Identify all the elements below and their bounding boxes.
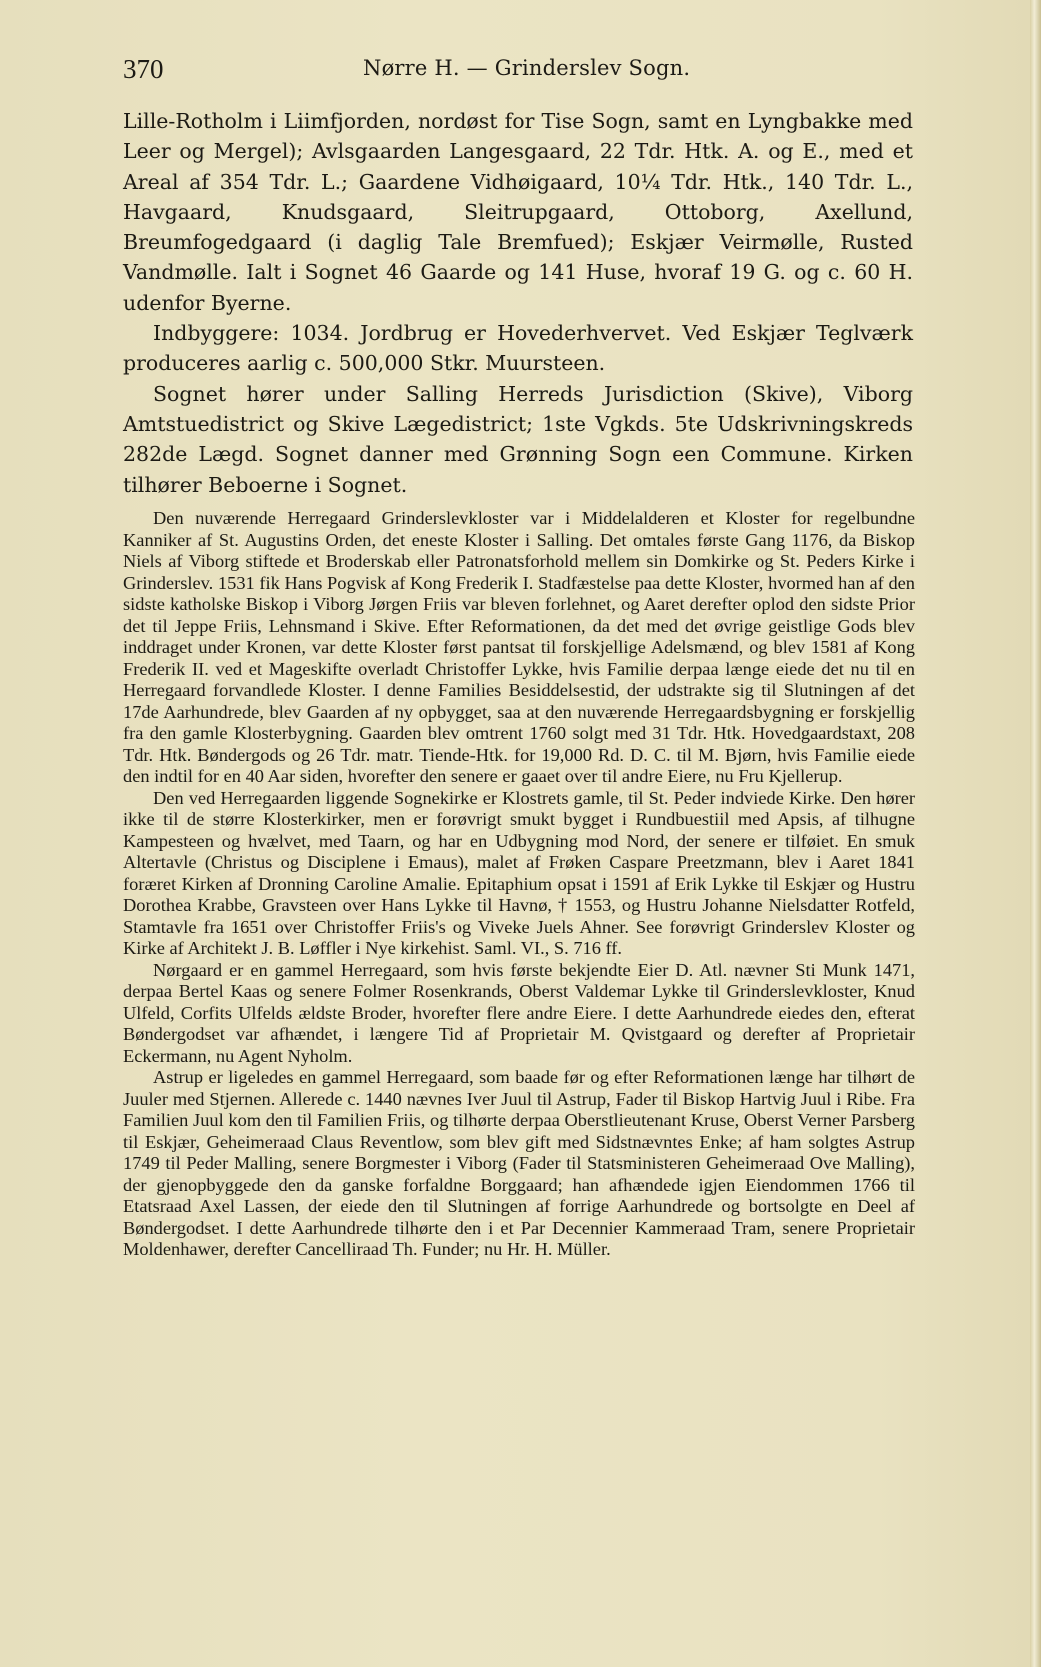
note-paragraph: Astrup er ligeledes en gammel Herregaard, som baade før og efter Reformationen længe har tilhørt de Juuler med Stjernen. Allerede c. 1440 nævnes Iver Juul til Astrup, Fader til Biskop Hartvig Juul i Ribe. Fra Familien Juul kom den til Familien Friis, og tilhørte derpaa Oberstlieutenant Kruse, Oberst Verner Parsberg til Eskjær, Geheimeraad Claus Reventlow, som blev gift med Sidstnævntes Enke; af ham solgtes Astrup 1749 til Peder Malling, senere Borgmester i Viborg (Fader til Statsministeren Geheimeraad Ove Malling), der gjenopbyggede den da ganske forfaldne Borggaard; han afhændede igjen Eiendommen 1766 til Etatsraad Axel Lassen, der eiede den til Slutningen af forrige Aarhundrede og bortsolgte en Deel af Bøndergodset. I dette Aarhundrede tilhørte den i et Par Decennier Kammeraad Tram, senere Proprietair Moldenhawer, derefter Cancelliraad Th. Funder; nu Hr. H. Müller. — [123, 1067, 915, 1259]
note-paragraph: Den ved Herregaarden liggende Sognekirke er Klostrets gamle, til St. Peder indviede Kirke. Den hører ikke til de større Klosterkirker, men er forøvrigt smukt bygget i Rundbuestiil med Apsis, af tilhugne Kampesteen og hvælvet, med Taarn, og har en Udbygning mod Nord, der senere er tilføiet. En smuk Altertavle (Christus og Disciplene i Emaus), malet af Frøken Caspare Preetzmann, blev i Aaret 1841 foræret Kirken af Dronning Caroline Amalie. Epitaphium opsat i 1591 af Erik Lykke til Eskjær og Hustru Dorothea Krabbe, Gravsteen over Hans Lykke til Havnø, † 1553, og Hustru Johanne Nielsdatter Rotfeld, Stamtavle fra 1651 over Christoffer Friis's og Viveke Juels Ahner. See forøvrigt Grinderslev Kloster og Kirke af Architekt J. B. Løffler i Nye kirkehist. Saml. VI., S. 716 ff. — [123, 787, 915, 958]
page-header — [123, 52, 923, 86]
book-spine-edge — [1030, 0, 1041, 1667]
main-paragraph: Sognet hører under Salling Herreds Jurisdiction (Skive), Viborg Amtstuedistrict og Skive Lægedistrict; 1ste Vgkds. 5te Udskrivningskreds 282de Lægd. Sognet danner med Grønning Sogn een Commune. Kirken tilhører Beboerne i Sognet. — [123, 381, 913, 497]
main-paragraph: Indbyggere: 1034. Jordbrug er Hovederhvervet. Ved Eskjær Teglværk produceres aarlig c. 500,000 Stkr. Muursteen. — [123, 321, 913, 376]
notes-section — [123, 508, 915, 1261]
main-text — [123, 106, 913, 500]
page-number: 370 — [123, 54, 164, 84]
running-head: Nørre H. — Grinderslev Sogn. — [363, 56, 691, 80]
note-paragraph: Den nuværende Herregaard Grinderslevkloster var i Middelalderen et Kloster for regelbundne Kanniker af St. Augustins Orden, det eneste Kloster i Salling. Det omtales første Gang 1176, da Biskop Niels af Viborg stiftede et Broderskab eller Patronatsforhold mellem sin Domkirke og St. Peders Kirke i Grinderslev. 1531 fik Hans Pogvisk af Kong Frederik I. Stadfæstelse paa dette Kloster, hvormed han af den sidste katholske Biskop i Viborg Jørgen Friis var bleven forlehnet, og Aaret derefter oplod den sidste Prior det til Jeppe Friis, Lehnsmand i Skive. Efter Reformationen, da det med det øvrige geistlige Gods blev inddraget under Kronen, var dette Kloster først pantsat til forskjellige Adelsmænd, og blev 1581 af Kong Frederik II. ved et Mageskifte overladt Christoffer Lykke, hvis Familie derpaa længe eiede det nu til en Herregaard forvandlede Kloster. I denne Families Besiddelsestid, der udstrakte sig til Slutningen af det 17de Aarhundrede, blev Gaarden af ny opbygget, saa at den nuværende Herregaardsbygning er forskjellig fra den gamle Klosterbygning. Gaarden blev omtrent 1760 solgt med 31 Tdr. Htk. Hovedgaardstaxt, 208 Tdr. Htk. Bøndergods og 26 Tdr. matr. Tiende-Htk. for 19,000 Rd. D. C. til M. Bjørn, hvis Familie eiede den indtil for en 40 Aar siden, hvorefter den senere er gaaet over til andre Eiere, nu Fru Kjellerup. — [123, 508, 915, 786]
note-paragraph: Nørgaard er en gammel Herregaard, som hvis første bekjendte Eier D. Atl. nævner Sti Munk 1471, derpaa Bertel Kaas og senere Folmer Rosenkrands, Oberst Valdemar Lykke til Grinderslevkloster, Knud Ulfeld, Corfits Ulfelds ældste Broder, hvorefter flere andre Eiere. I dette Aarhundrede eiedes den, efterat Bøndergodset var afhændet, i længere Tid af Proprietair M. Qvistgaard og derefter af Proprietair Eckermann, nu Agent Nyholm. — [123, 959, 915, 1066]
main-paragraph: Lille-Rotholm i Liimfjorden, nordøst for Tise Sogn, samt en Lyngbakke med Leer og Mergel); Avlsgaarden Langesgaard, 22 Tdr. Htk. A. og E., med et Areal af 354 Tdr. L.; Gaardene Vidhøigaard, 10¼ Tdr. Htk., 140 Tdr. L., Havgaard, Knudsgaard, Sleitrupgaard, Ottoborg, Axellund, Breumfogedgaard (i daglig Tale Bremfued); Eskjær Veirmølle, Rusted Vandmølle. Ialt i Sognet 46 Gaarde og 141 Huse, hvoraf 19 G. og c. 60 H. udenfor Byerne. — [123, 109, 913, 315]
